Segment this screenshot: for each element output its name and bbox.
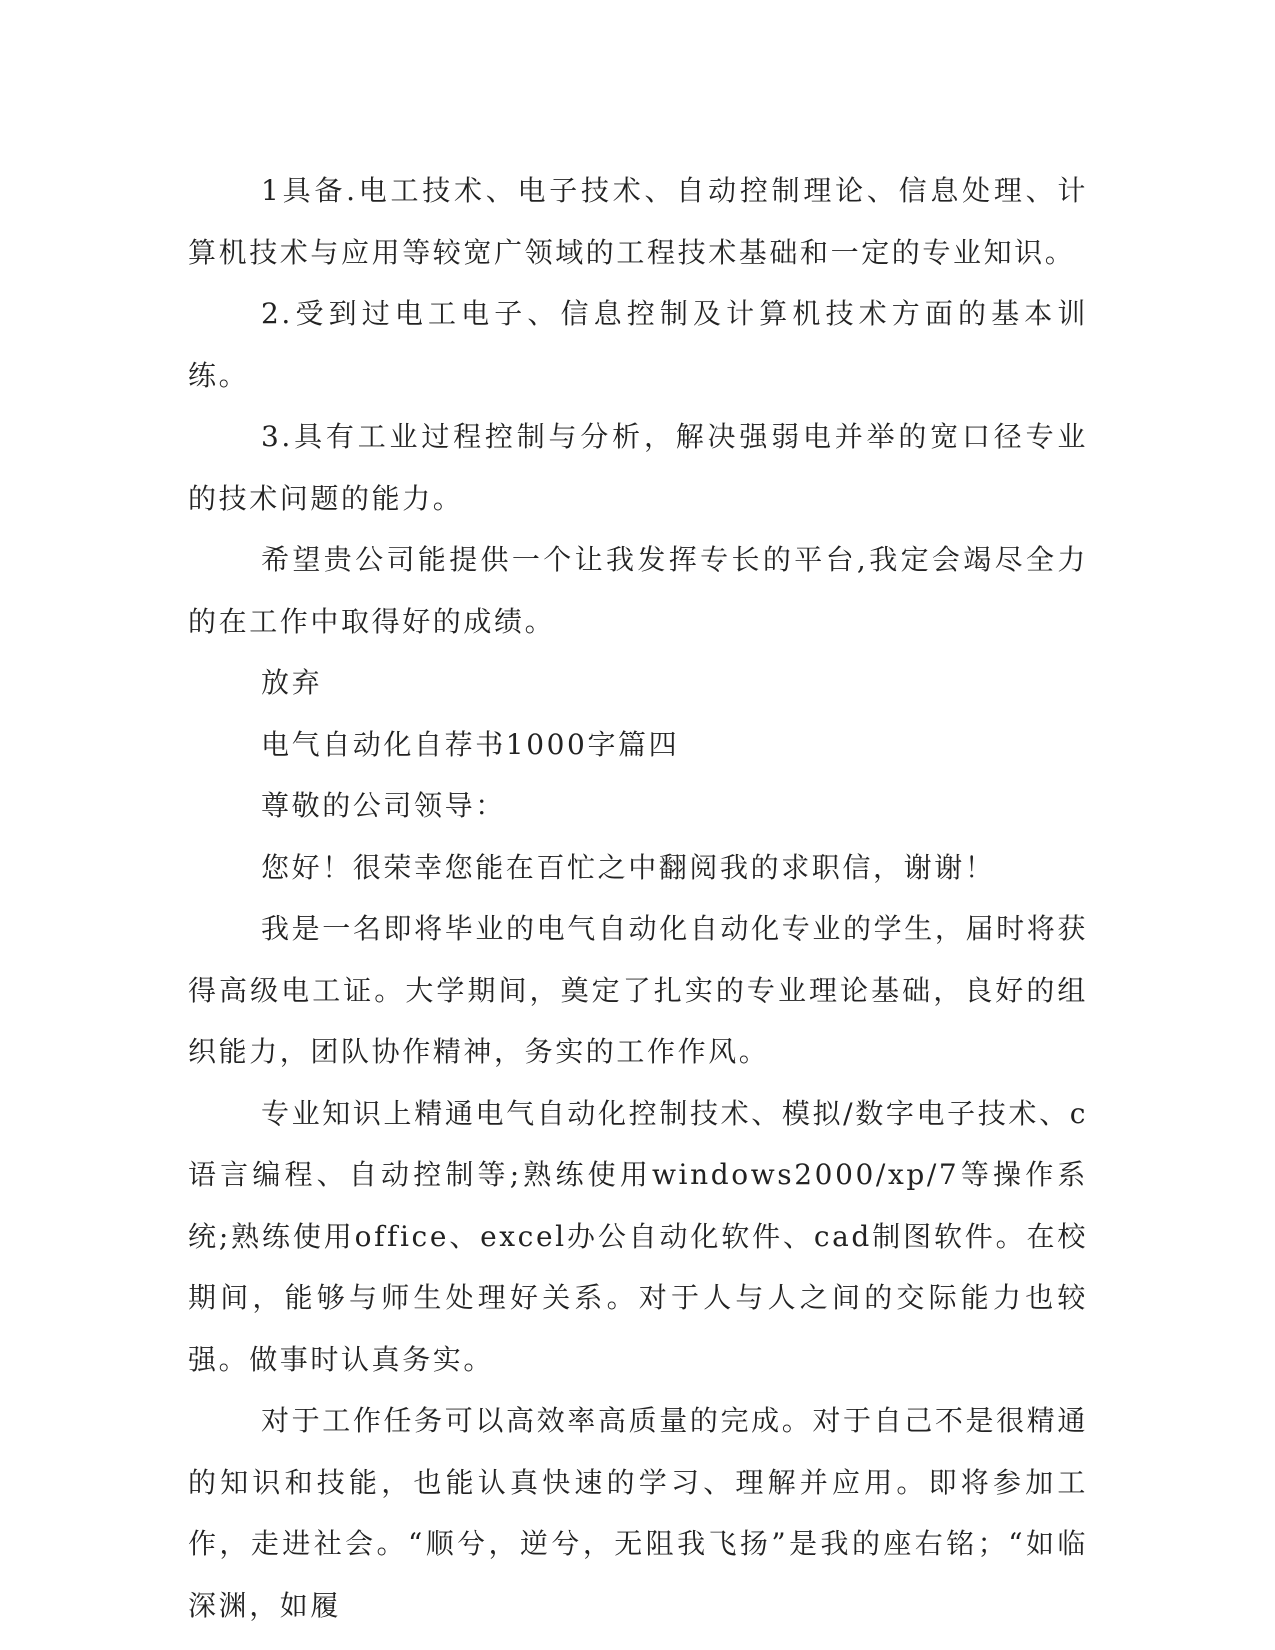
paragraph-work-attitude: 对于工作任务可以高效率高质量的完成。对于自己不是很精通的知识和技能，也能认真快速的学习、理解并应用。即将参加工作，走进社会。“顺兮，逆兮，无阻我飞扬”是我的座右铭；“如临深渊，如履 (188, 1404, 1088, 1622)
paragraph-qualification-3: 3.具有工业过程控制与分析，解决强弱电并举的宽口径专业的技术问题的能力。 (188, 420, 1088, 515)
greeting: 您好！很荣幸您能在百忙之中翻阅我的求职信，谢谢！ (261, 850, 996, 884)
paragraph-closing-hope: 希望贵公司能提供一个让我发挥专长的平台,我定会竭尽全力的在工作中取得好的成绩。 (188, 543, 1088, 638)
paragraph-give-up: 放弃 (261, 666, 323, 699)
paragraph-introduction: 我是一名即将毕业的电气自动化自动化专业的学生，届时将获得高级电工证。大学期间，奠定了扎实的专业理论基础，良好的组织能力，团队协作精神，务实的工作作风。 (188, 912, 1088, 1068)
paragraph-qualification-2: 2.受到过电工电子、信息控制及计算机技术方面的基本训练。 (188, 297, 1088, 392)
paragraph-skills: 专业知识上精通电气自动化控制技术、模拟/数字电子技术、c语言编程、自动控制等;熟练使用windows2000/xp/7等操作系统;熟练使用office、excel办公自动化软件、cad制图软件。在校期间，能够与师生处理好关系。对于人与人之间的交际能力也较强。做事时认真务实。 (188, 1096, 1088, 1376)
paragraph-qualification-1: 1具备.电工技术、电子技术、自动控制理论、信息处理、计算机技术与应用等较宽广领域的工程技术基础和一定的专业知识。 (188, 174, 1088, 269)
section-heading: 电气自动化自荐书1000字篇四 (261, 727, 680, 761)
salutation: 尊敬的公司领导： (261, 789, 506, 822)
document-body (188, 160, 1088, 1636)
